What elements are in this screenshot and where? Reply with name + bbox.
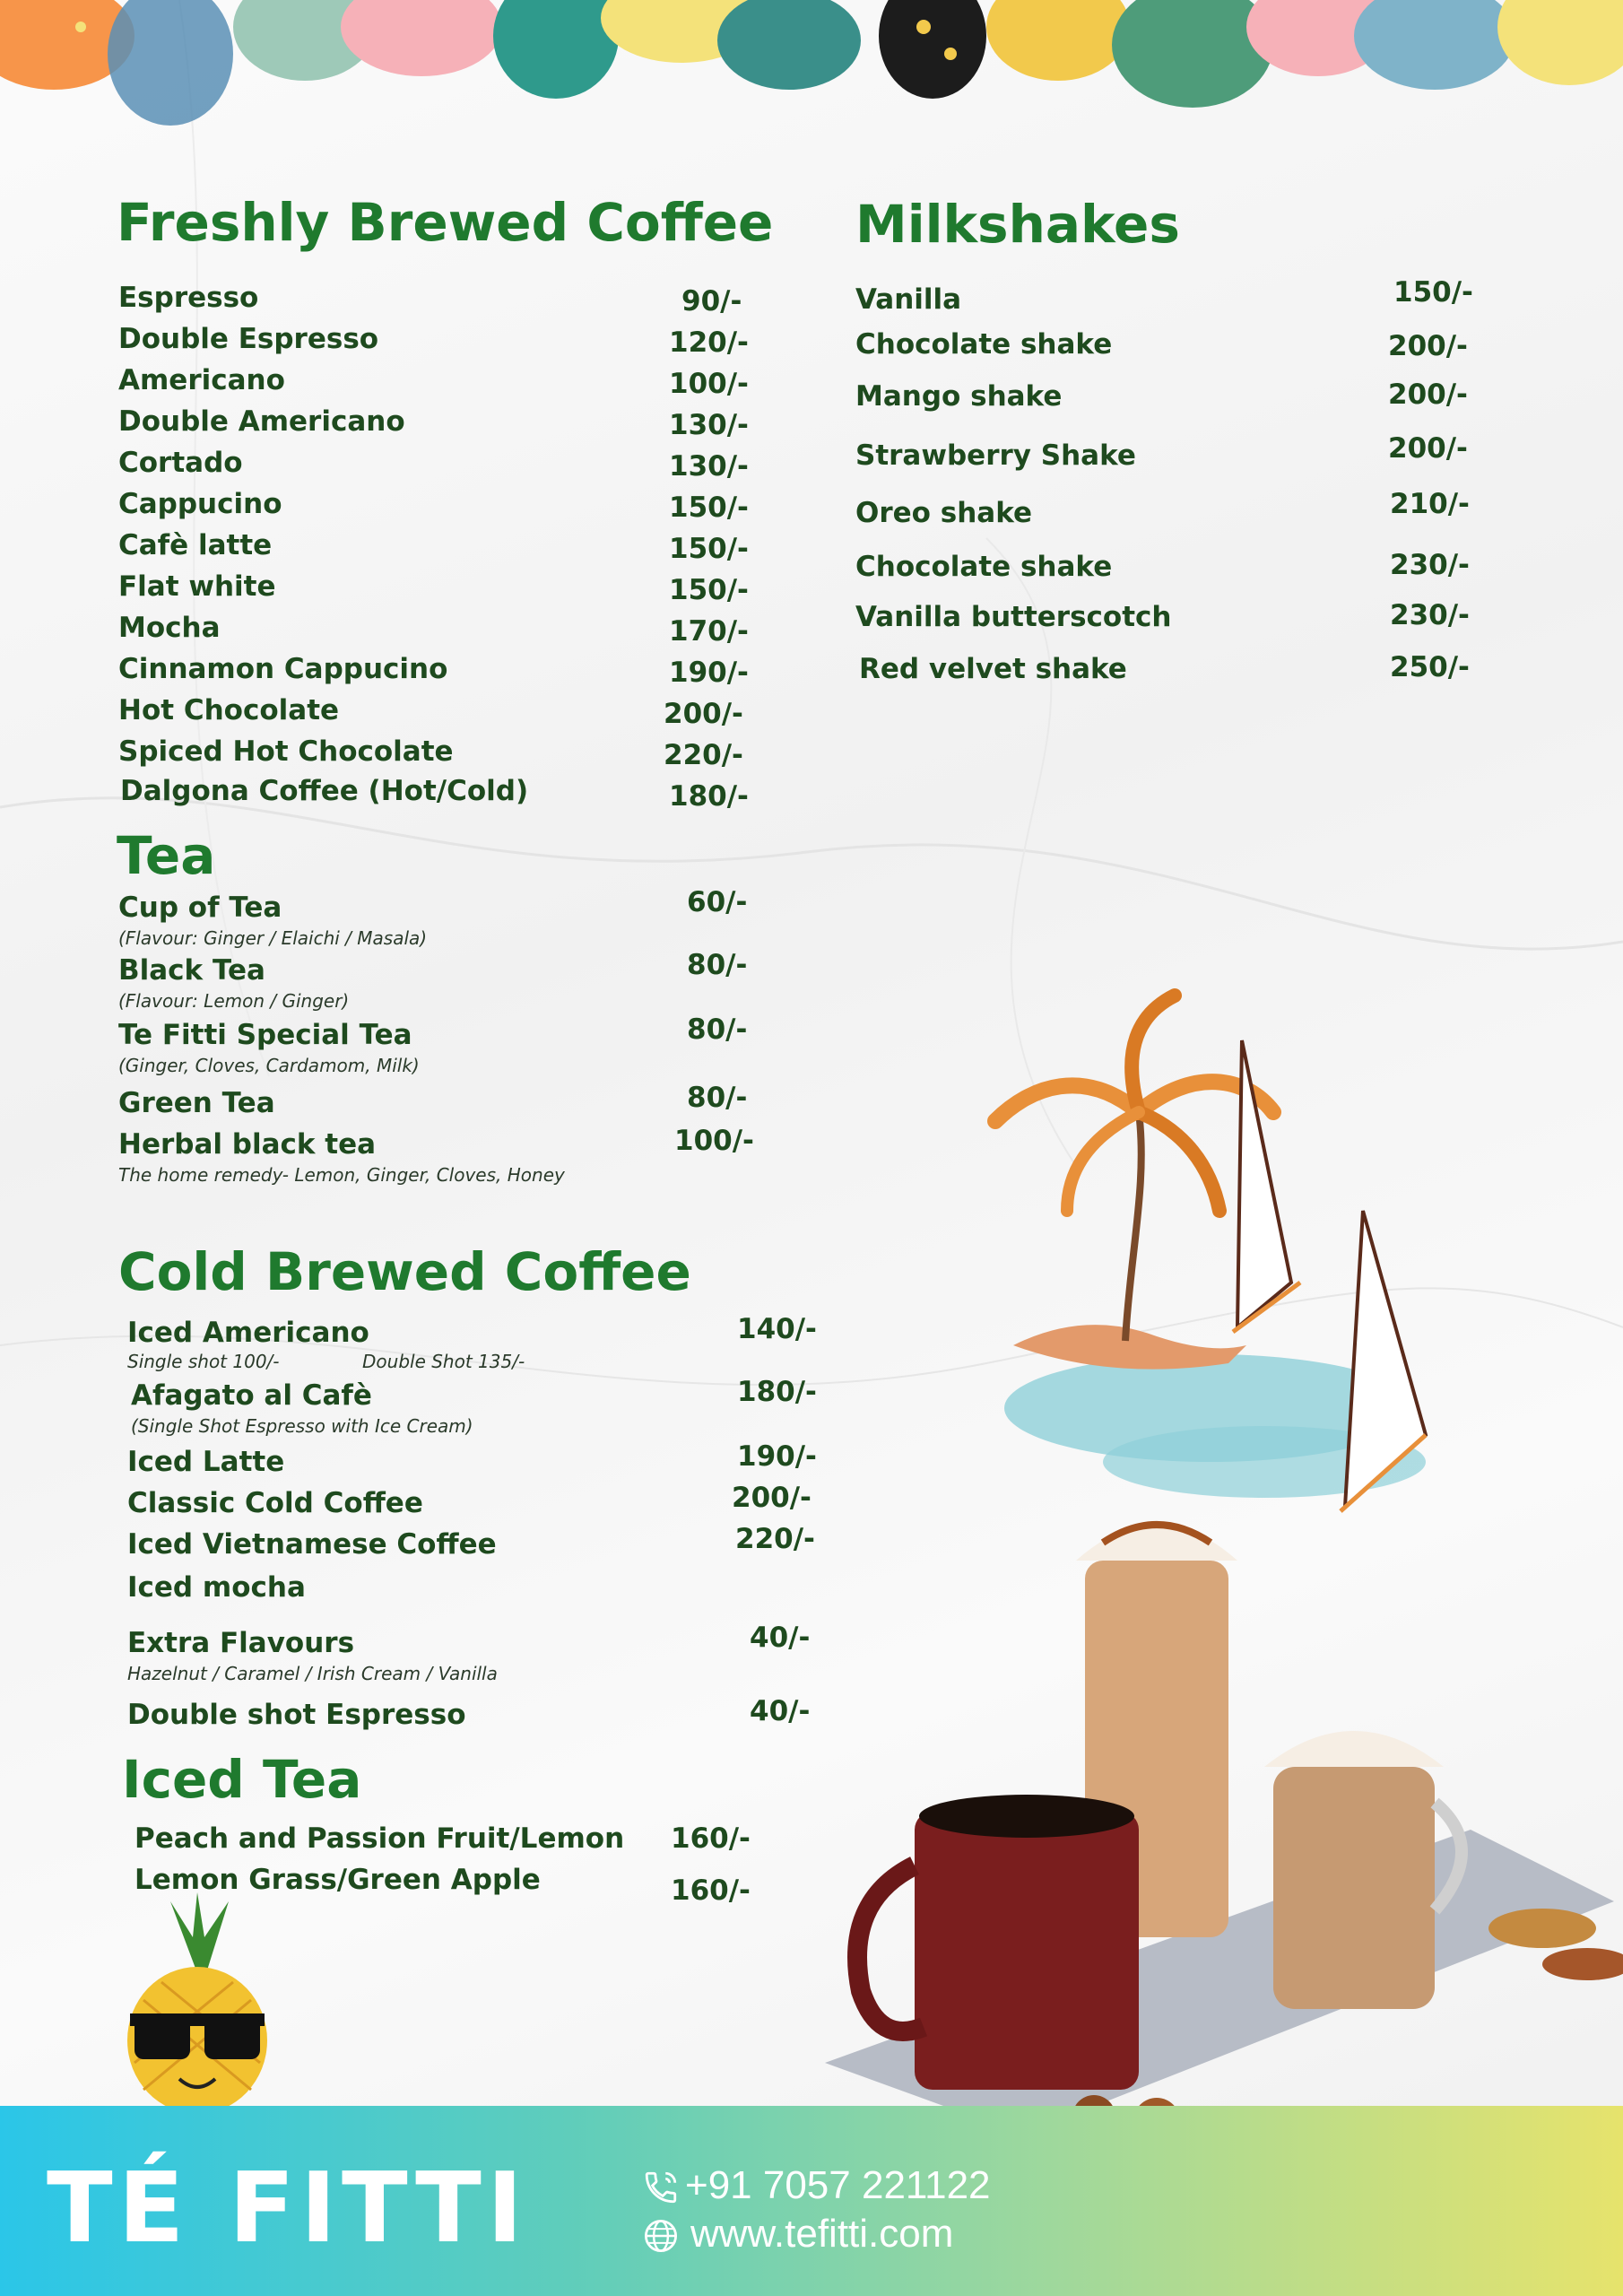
- list-item: Mocha: [118, 612, 221, 644]
- item-note: The home remedy- Lemon, Ginger, Cloves, Honey: [118, 1164, 565, 1186]
- item-price: 160/-: [671, 1822, 751, 1855]
- section-title-tea: Tea: [117, 825, 216, 886]
- list-item: Cortado: [118, 447, 243, 479]
- item-price: 210/-: [1390, 488, 1470, 520]
- item-price: 200/-: [1388, 330, 1468, 362]
- list-item: Lemon Grass/Green Apple: [135, 1864, 541, 1896]
- list-item: Dalgona Coffee (Hot/Cold): [120, 775, 529, 807]
- item-price: 180/-: [669, 780, 749, 813]
- item-price: 230/-: [1390, 549, 1470, 581]
- item-note: Hazelnut / Caramel / Irish Cream / Vanilla: [127, 1663, 498, 1684]
- phone-icon: [642, 2169, 680, 2206]
- item-note-double: Double Shot 135/-: [362, 1351, 525, 1372]
- item-price: 60/-: [687, 886, 748, 918]
- item-price: 220/-: [735, 1523, 815, 1555]
- list-item: Afagato al Cafè: [131, 1379, 372, 1412]
- list-item: Mango shake: [855, 380, 1063, 413]
- globe-icon: [642, 2217, 680, 2255]
- list-item: Te Fitti Special Tea: [118, 1019, 412, 1051]
- list-item: Americano: [118, 364, 285, 396]
- list-item: Iced Vietnamese Coffee: [127, 1528, 497, 1561]
- drinks-illustration: [807, 1507, 1623, 2152]
- sailboat-icon: [1233, 1040, 1300, 1332]
- list-item: Cafè latte: [118, 529, 273, 561]
- item-price: 200/-: [1388, 432, 1468, 465]
- phone-number[interactable]: +91 7057 221122: [685, 2163, 991, 2207]
- list-item: Cappucino: [118, 488, 282, 520]
- item-note: (Single Shot Espresso with Ice Cream): [131, 1415, 473, 1437]
- pineapple-icon: [108, 1892, 287, 2117]
- list-item: Chocolate shake: [855, 551, 1113, 583]
- item-price: 150/-: [669, 533, 749, 565]
- list-item: Iced Latte: [127, 1446, 285, 1478]
- item-price: 220/-: [664, 739, 743, 771]
- list-item: Iced Americano: [127, 1317, 369, 1349]
- list-item: Vanilla butterscotch: [855, 601, 1172, 633]
- item-price: 160/-: [671, 1874, 751, 1907]
- item-price: 130/-: [669, 409, 749, 441]
- list-item: Green Tea: [118, 1087, 275, 1119]
- brand-logo: TÉ FITTI: [47, 2152, 529, 2265]
- list-item: Black Tea: [118, 954, 265, 987]
- item-price: 40/-: [750, 1622, 811, 1654]
- website-link[interactable]: www.tefitti.com: [690, 2212, 954, 2256]
- item-price: 100/-: [674, 1125, 754, 1157]
- item-price: 180/-: [737, 1376, 817, 1408]
- list-item: Double shot Espresso: [127, 1699, 466, 1731]
- item-price: 140/-: [737, 1313, 817, 1345]
- list-item: Hot Chocolate: [118, 694, 340, 726]
- palm-tree-icon: [995, 996, 1273, 1341]
- list-item: Iced mocha: [127, 1571, 306, 1604]
- list-item: Peach and Passion Fruit/Lemon: [135, 1822, 625, 1855]
- latte-mug: [1264, 1731, 1462, 2009]
- list-item: Spiced Hot Chocolate: [118, 735, 454, 768]
- list-item: Cinnamon Cappucino: [118, 653, 448, 685]
- item-price: 130/-: [669, 450, 749, 483]
- list-item: Cup of Tea: [118, 891, 282, 924]
- list-item: Extra Flavours: [127, 1627, 355, 1659]
- item-note: (Ginger, Cloves, Cardamom, Milk): [118, 1055, 420, 1076]
- list-item: Vanilla: [855, 283, 962, 316]
- section-title-milkshakes: Milkshakes: [855, 194, 1180, 255]
- item-note: (Flavour: Lemon / Ginger): [118, 990, 350, 1012]
- section-title-iced-tea: Iced Tea: [122, 1749, 362, 1810]
- item-price: 200/-: [664, 698, 743, 730]
- list-item: Classic Cold Coffee: [127, 1487, 423, 1519]
- item-price: 80/-: [687, 949, 748, 981]
- list-item: Espresso: [118, 282, 259, 314]
- item-price: 230/-: [1390, 599, 1470, 631]
- item-price: 80/-: [687, 1082, 748, 1114]
- list-item: Chocolate shake: [855, 328, 1113, 361]
- list-item: Double Americano: [118, 405, 405, 438]
- item-price: 190/-: [737, 1440, 817, 1473]
- section-title-coffee: Freshly Brewed Coffee: [117, 192, 774, 253]
- list-item: Double Espresso: [118, 323, 379, 355]
- item-price: 150/-: [669, 491, 749, 524]
- item-price: 150/-: [1393, 276, 1473, 309]
- item-price: 120/-: [669, 326, 749, 359]
- list-item: Red velvet shake: [859, 653, 1127, 685]
- item-price: 100/-: [669, 368, 749, 400]
- item-price: 250/-: [1390, 651, 1470, 683]
- item-price: 80/-: [687, 1013, 748, 1046]
- island-illustration: [977, 987, 1515, 1561]
- item-price: 200/-: [1388, 378, 1468, 411]
- list-item: Oreo shake: [855, 497, 1033, 529]
- item-price: 170/-: [669, 615, 749, 648]
- tropical-leaves-decoration: [0, 0, 1623, 179]
- item-note: Single shot 100/-: [127, 1351, 280, 1372]
- item-price: 40/-: [750, 1695, 811, 1727]
- item-note: (Flavour: Ginger / Elaichi / Masala): [118, 927, 428, 949]
- item-price: 200/-: [732, 1482, 812, 1514]
- item-price: 90/-: [681, 285, 742, 317]
- list-item: Strawberry Shake: [855, 439, 1136, 472]
- section-title-cold-brew: Cold Brewed Coffee: [118, 1241, 691, 1302]
- item-price: 150/-: [669, 574, 749, 606]
- list-item: Herbal black tea: [118, 1128, 377, 1161]
- item-price: 190/-: [669, 657, 749, 689]
- list-item: Flat white: [118, 570, 276, 603]
